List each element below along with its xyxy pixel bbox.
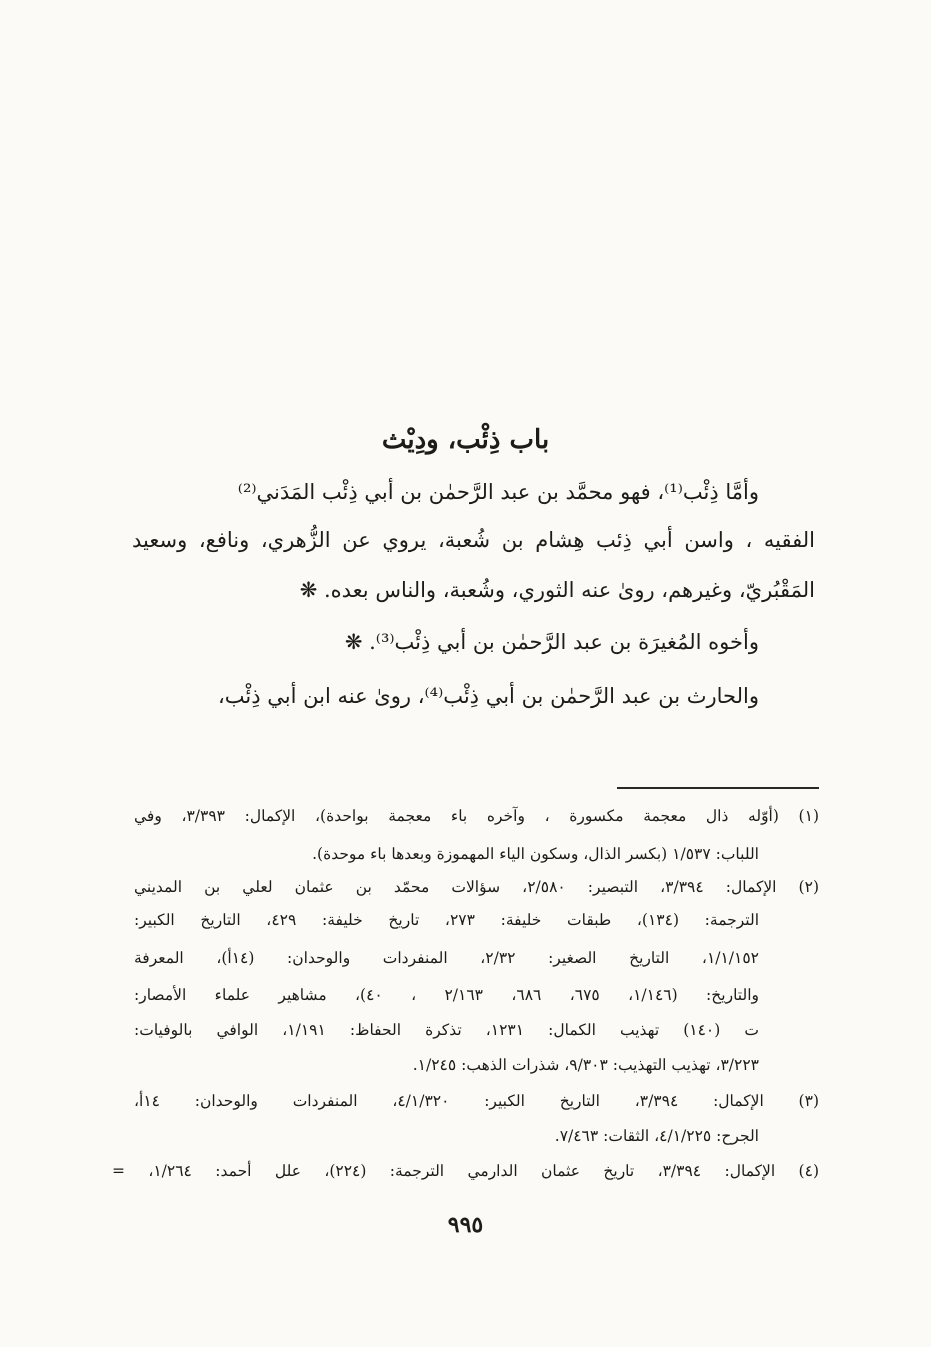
footnote-line-6: والتاريخ: (١/١٤٦، ٦٧٥، ٦٨٦، ٢/١٦٣ ، ٤٠)، مشاهير علماء الأمصار: <box>134 986 759 1004</box>
footnote-line-2: اللباب: ١/٥٣٧ (بكسر الذال، وسكون الياء المهموزة وبعدها باء موحدة). <box>312 845 759 863</box>
footnote-line-7: ت (١٤٠) تهذيب الكمال: ١٢٣١، تذكرة الحفاظ: ١/١٩١، الوافي بالوفيات: <box>134 1021 759 1039</box>
footnote-separator <box>617 787 819 789</box>
footnote-line-10: الجرح: ٤/١/٢٢٥، الثقات: ٧/٤٦٣. <box>554 1127 759 1145</box>
footnote-line-4: الترجمة: (١٣٤)، طبقات خليفة: ٢٧٣، تاريخ خليفة: ٤٢٩، التاريخ الكبير: <box>134 911 759 929</box>
footnote-line-11: (٤) الإكمال: ٣/٣٩٤، تاريخ عثمان الدارمي الترجمة: (٢٢٤)، علل أحمد: ١/٢٦٤، = <box>112 1162 819 1180</box>
main-text-line-2: الفقيه ، واسن أبي ذِئب هِشام بن شُعبة، يروي عن الزُّهري، ونافع، وسعيد <box>132 528 815 552</box>
footnote-line-8: ٣/٢٢٣، تهذيب التهذيب: ٩/٣٠٣، شذرات الذهب: ١/٢٤٥. <box>412 1056 759 1074</box>
footnote-line-9: (٣) الإكمال: ٣/٣٩٤، التاريخ الكبير: ٤/١/٣٢٠، المنفردات والوحدان: ١٤أ، <box>134 1092 819 1110</box>
footnote-line-3: (٢) الإكمال: ٣/٣٩٤، التبصير: ٢/٥٨٠، سؤالات محمّد بن عثمان لعلي بن المديني <box>134 878 819 896</box>
chapter-heading: باب ذِئْب، ودِيْث <box>381 425 550 455</box>
main-text-line-1: وأمَّا ذِئْب⁽¹⁾، فهو محمَّد بن عبد الرَّحمٰن بن أبي ذِئْب المَدَني⁽²⁾ <box>237 480 759 504</box>
main-text-line-4: وأخوه المُغيرَة بن عبد الرَّحمٰن بن أبي ذِئْب⁽³⁾. ❋ <box>344 630 759 654</box>
main-text-line-5: والحارث بن عبد الرَّحمٰن بن أبي ذِئْب⁽⁴⁾، روىٰ عنه ابن أبي ذِئْب، <box>218 684 759 708</box>
footnote-line-1: (١) (أوّله ذال معجمة مكسورة ، وآخره باء معجمة بواحدة)، الإكمال: ٣/٣٩٣، وفي <box>134 807 819 825</box>
page-number: ٩٩٥ <box>447 1212 484 1238</box>
main-text-line-3: المَقْبُريّ، وغيرهم، روىٰ عنه الثوري، وشُعبة، والناس بعده. ❋ <box>299 578 815 602</box>
footnote-line-5: ١/١/١٥٢، التاريخ الصغير: ٢/٣٢، المنفردات والوحدان: (١٤أ)، المعرفة <box>134 949 759 967</box>
